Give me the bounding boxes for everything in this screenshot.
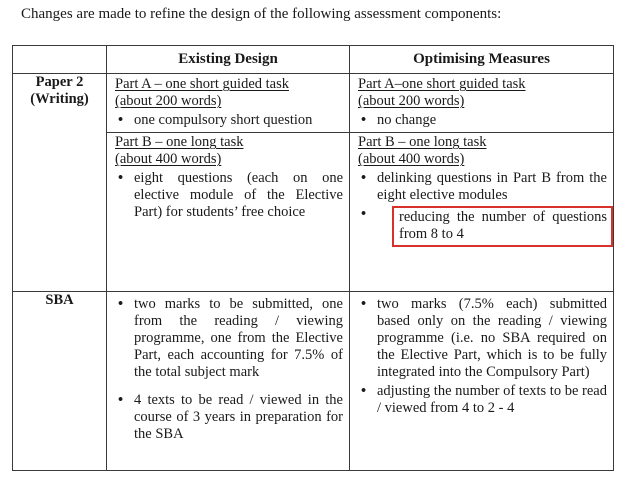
sba-optimising-list [358, 296, 607, 417]
sba-existing-cell [107, 292, 350, 471]
header-row [13, 46, 614, 74]
optimising-partB-title: Part B – one long task [358, 134, 487, 150]
optimising-partA-bullet: • no change [358, 112, 607, 129]
sba-existing-list [115, 296, 343, 443]
existing-partA-list [115, 112, 343, 129]
existing-partA-bullet: • one compulsory short question [115, 112, 343, 129]
sba-existing-bullet-texts: • 4 texts to be read / viewed in the course of 3 years in preparation for the SBA [115, 392, 343, 443]
optimising-partA-title: Part A–one short guided task [358, 76, 526, 92]
existing-partB-list [115, 170, 343, 221]
optimising-part-divider [350, 132, 613, 133]
existing-partB-bullet: • eight questions (each on one elective module of the Elective Part) for students’ free choice [115, 170, 343, 221]
sba-label: SBA [13, 292, 107, 471]
paper2-label [13, 74, 107, 292]
optimising-partA-list [358, 112, 607, 129]
optimising-partA-length: (about 200 words) [358, 93, 465, 109]
header-empty [13, 46, 107, 74]
sba-row [13, 292, 614, 471]
highlight-text: reducing the number of questions from 8 to 4 [399, 209, 607, 242]
paper2-label-line2: (Writing) [30, 91, 89, 107]
header-existing-design: Existing Design [107, 46, 350, 74]
existing-partB-title: Part B – one long task [115, 134, 244, 150]
paper2-optimising-cell [350, 74, 614, 292]
paper2-label-line1: Paper 2 [35, 74, 84, 90]
paper2-row [13, 74, 614, 292]
highlight-box [392, 206, 613, 247]
sba-existing-bullet-marks: • two marks to be submitted, one from the reading / viewing programme, one from the Elective Part, each accounting for 7.5% of the total subject mark [115, 296, 343, 381]
paper2-existing-cell [107, 74, 350, 292]
header-optimising-measures: Optimising Measures [350, 46, 614, 74]
existing-partA-title: Part A – one short guided task [115, 76, 289, 92]
sba-existing-gap [115, 383, 343, 390]
intro-text: Changes are made to refine the design of the following assessment components: [21, 6, 502, 22]
existing-partA-length: (about 200 words) [115, 93, 222, 109]
optimising-partB-list [358, 170, 607, 247]
sba-optimising-bullet-marks: • two marks (7.5% each) submitted based only on the reading / viewing programme (i.e. no SBA required on the Elective Part, which is to be fully integrated into the Compulsory Part) [358, 296, 607, 381]
optimising-partB-bullet-delinking: • delinking questions in Part B from the eight elective modules [358, 170, 607, 204]
optimising-partB-bullet-reducing [358, 206, 607, 247]
existing-partB-length: (about 400 words) [115, 151, 222, 167]
existing-part-divider [107, 132, 349, 133]
sba-optimising-bullet-texts: • adjusting the number of texts to be read / viewed from 4 to 2 - 4 [358, 383, 607, 417]
sba-optimising-cell [350, 292, 614, 471]
assessment-table [12, 45, 614, 471]
optimising-partB-length: (about 400 words) [358, 151, 465, 167]
